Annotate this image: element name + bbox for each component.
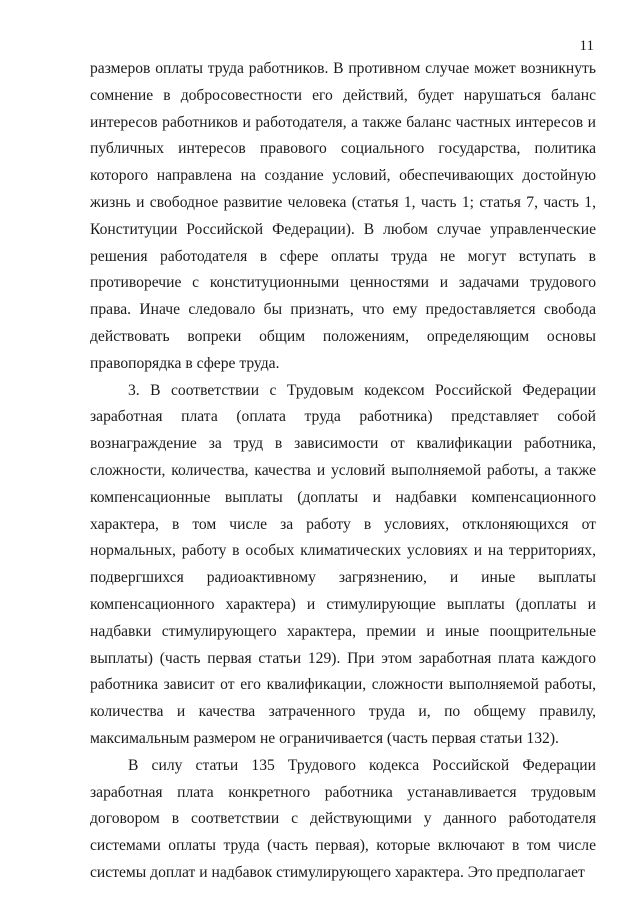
paragraph-section-3: 3. В соответствии с Трудовым кодексом Российской Федерации заработная плата (оплата труда работника) представляет собой вознаграждение за труд в зависимости от квалификации работника, сложности, количества, качества и условий выполняемой работы, а также компенсационные выплаты (доплаты и надбавки компенсационного характера, в том числе за работу в условиях, отклоняющихся от нормальных, работу в особых климатических условиях и на территориях, подвергшихся радиоактивному загрязнению, и иные выплаты компенсационного характера) и стимулирующие выплаты (доплаты и надбавки стимулирующего характера, премии и иные поощрительные выплаты) (часть первая статьи 129). При этом заработная плата каждого работника зависит от его квалификации, сложности выполняемой работы, количества и качества затраченного труда и, по общему правилу, максимальным размером не ограничивается (часть первая статьи 132). [90, 381, 596, 747]
document-body [90, 56, 596, 887]
paragraph-continuation: размеров оплаты труда работников. В противном случае может возникнуть сомнение в добросовестности его действий, будет нарушаться баланс интересов работников и работодателя, а также баланс частных интересов и публичных интересов правового социального государства, политика которого направлена на создание условий, обеспечивающих достойную жизнь и свободное развитие человека (статья 1, часть 1; статья 7, часть 1, Конституции Российской Федерации). В любом случае управленческие решения работодателя в сфере оплаты труда не могут вступать в противоречие с конституционными ценностями и задачами трудового права. Иначе следовало бы признать, что ему предоставляется свобода действовать вопреки общим положениям, определяющим основы правопорядка в сфере труда. [90, 60, 596, 372]
page-number: 11 [579, 38, 594, 54]
paragraph-article-135: В силу статьи 135 Трудового кодекса Российской Федерации заработная плата конкретного работника устанавливается трудовым договором в соответствии с действующими у данного работодателя системами оплаты труда (часть первая), которые включают в том числе системы доплат и надбавок стимулирующего характера. Это предполагает [90, 756, 596, 881]
